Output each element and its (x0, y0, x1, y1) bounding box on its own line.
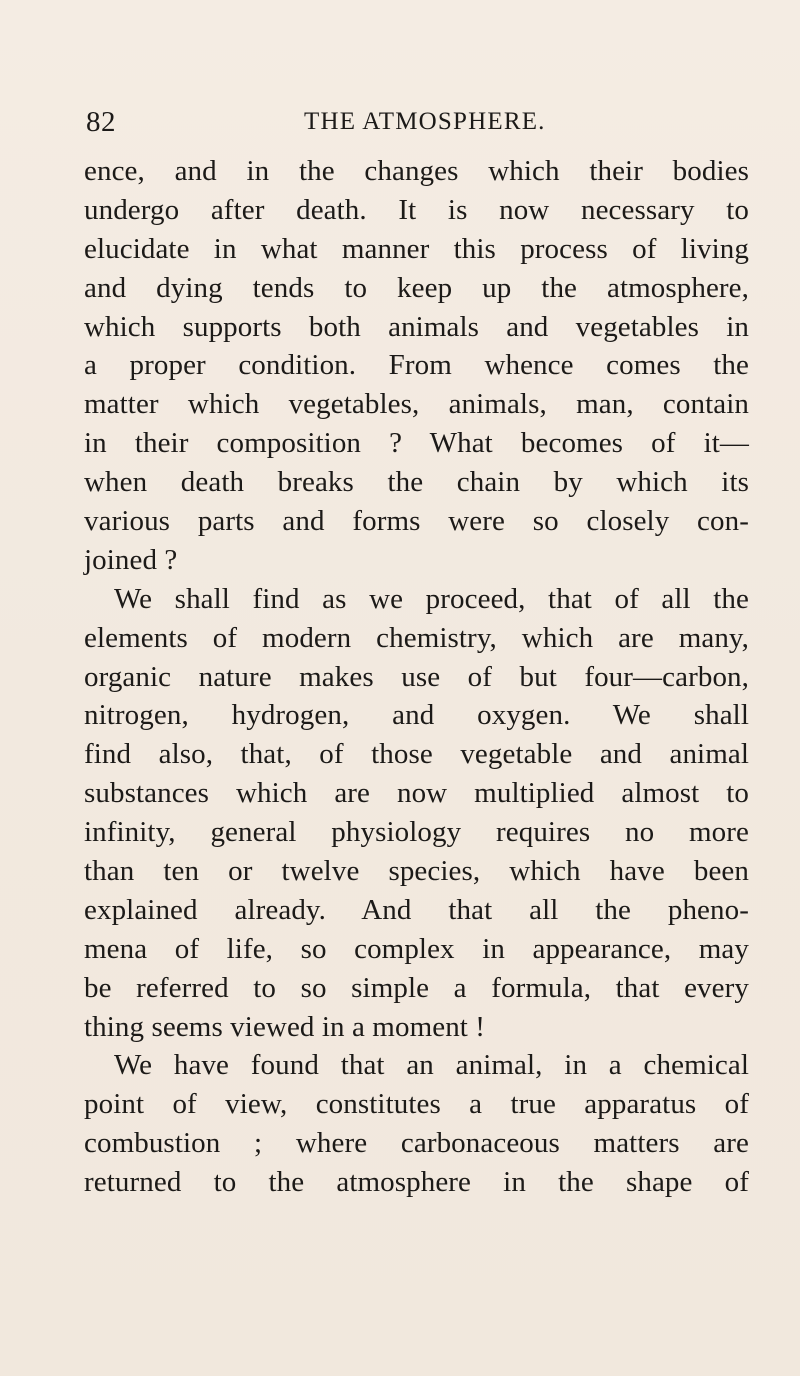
text-line: various parts and forms were so closely con- (84, 505, 749, 538)
text-line: We have found that an animal, in a chemical (114, 1049, 749, 1082)
text-line: matter which vegetables, animals, man, contain (84, 388, 749, 421)
text-line: find also, that, of those vegetable and animal (84, 738, 749, 771)
text-line: thing seems viewed in a moment ! (84, 1010, 486, 1043)
text-line: explained already. And that all the pheno- (84, 893, 749, 926)
text-line: elements of modern chemistry, which are many, (84, 621, 749, 654)
text-line: returned to the atmosphere in the shape of (84, 1166, 749, 1199)
text-line: point of view, constitutes a true apparatus of (84, 1088, 749, 1121)
text-line: joined ? (84, 543, 178, 576)
text-line: when death breaks the chain by which its (84, 466, 749, 499)
text-line: organic nature makes use of but four—carbon, (84, 660, 749, 693)
text-line: substances which are now multiplied almost to (84, 777, 749, 810)
text-line: in their composition ? What becomes of it— (84, 427, 749, 460)
body-text (84, 152, 749, 1202)
text-line: infinity, general physiology requires no more (84, 816, 749, 849)
text-line: be referred to so simple a formula, that every (84, 971, 749, 1004)
running-head: THE ATMOSPHERE. (304, 108, 546, 135)
text-line: We shall find as we proceed, that of all the (114, 582, 749, 615)
text-line: combustion ; where carbonaceous matters are (84, 1127, 749, 1160)
page-header (86, 100, 746, 144)
text-line: a proper condition. From whence comes the (84, 349, 749, 382)
text-line: elucidate in what manner this process of living (84, 232, 749, 265)
text-line: mena of life, so complex in appearance, may (84, 932, 749, 965)
text-line: nitrogen, hydrogen, and oxygen. We shall (84, 699, 749, 732)
text-line: and dying tends to keep up the atmosphere, (84, 271, 749, 304)
text-line: ence, and in the changes which their bodies (84, 155, 749, 187)
text-line: which supports both animals and vegetables in (84, 310, 749, 343)
text-line: than ten or twelve species, which have been (84, 855, 749, 888)
page-number: 82 (86, 106, 116, 138)
text-line: undergo after death. It is now necessary to (84, 193, 749, 226)
